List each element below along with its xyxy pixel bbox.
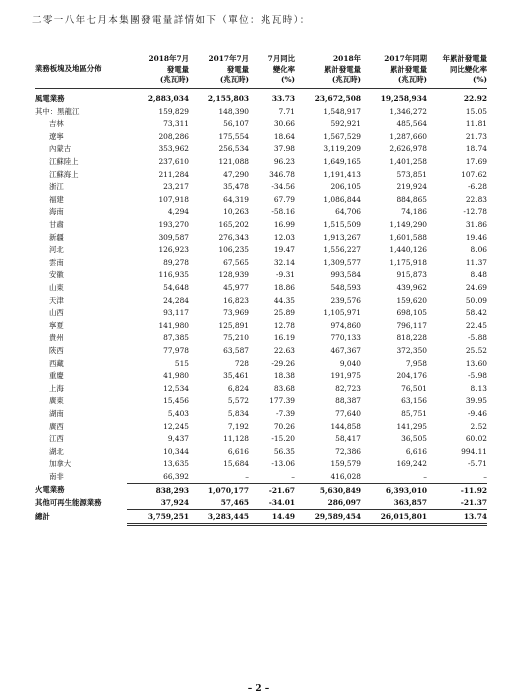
cell-ytd-2017: –: [361, 470, 427, 483]
cell-jul-yoy: 18.64: [273, 131, 295, 141]
cell-ytd-2017: 85,751: [401, 408, 427, 418]
cell-region-name: 加拿大: [49, 459, 72, 469]
cell-jul-2017: 128,939: [218, 270, 249, 280]
cell-ytd-yoy: 2.52: [470, 421, 487, 431]
table-row: [35, 181, 487, 194]
cell-ytd-2018: 993,584: [330, 270, 361, 280]
cell-jul-yoy: 25.89: [273, 308, 295, 318]
cell-ytd-2018: 416,028: [295, 470, 361, 483]
cell-ytd-2017: 1,401,258: [389, 157, 427, 167]
cell-jul-2017: 106,235: [218, 245, 249, 255]
cell-jul-2017: 125,891: [218, 320, 249, 330]
cell-region-name: 江蘇陸上: [49, 157, 79, 167]
cell-jul-2017: 5,834: [227, 408, 249, 418]
cell-jul-yoy: 67.79: [273, 194, 295, 204]
table-row: [35, 231, 487, 244]
cell-ytd-2018: 286,097: [295, 497, 361, 510]
table-row: [35, 332, 487, 345]
cell-jul-2017: 2,155,803: [207, 94, 249, 104]
cell-region-name: 湖南: [49, 408, 64, 418]
cell-jul-yoy: 37.98: [273, 144, 295, 154]
table-row: [35, 382, 487, 395]
cell-jul-yoy: -9.31: [276, 270, 295, 280]
header-jul-yoy-line2: 變化率: [272, 64, 295, 74]
header-ytd-2018-line2: 累計發電量: [324, 64, 361, 74]
cell-jul-yoy: -58.16: [271, 207, 295, 217]
cell-region-name: 河北: [49, 245, 64, 255]
cell-ytd-yoy: 8.13: [470, 383, 487, 393]
cell-ytd-2018: 82,723: [335, 383, 361, 393]
cell-region-name: 內蒙古: [49, 144, 72, 154]
table-row: [35, 269, 487, 282]
cell-region-name: 山西: [49, 308, 64, 318]
cell-ytd-yoy: -5.98: [468, 371, 487, 381]
table-row: [35, 118, 487, 131]
cell-jul-2017: 3,283,445: [189, 510, 249, 525]
cell-jul-2017: 15,684: [223, 459, 249, 469]
cell-ytd-yoy: 11.37: [465, 257, 487, 267]
cell-ytd-yoy: 21.73: [465, 131, 487, 141]
table-row: [35, 319, 487, 332]
header-jul-2017-unit: (兆瓦時): [219, 75, 249, 85]
cell-region-name: 上海: [49, 383, 64, 393]
cell-region-name: 江西: [49, 434, 64, 444]
cell-jul-2018: 87,385: [163, 333, 189, 343]
cell-region-name: 其他可再生能源業務: [35, 498, 102, 508]
cell-jul-2018: 3,759,251: [127, 510, 189, 525]
cell-region-name: 甘肅: [49, 220, 64, 230]
cell-jul-yoy: 177.39: [269, 396, 295, 406]
cell-region-name: 天津: [49, 295, 64, 305]
cell-jul-2017: 56,107: [223, 119, 249, 129]
cell-ytd-2018: 206,105: [330, 182, 361, 192]
cell-ytd-yoy: 22.92: [463, 94, 487, 104]
cell-ytd-2017: 363,857: [361, 497, 427, 510]
cell-ytd-2018: 1,309,577: [323, 257, 361, 267]
cell-jul-2017: 67,565: [223, 257, 249, 267]
table-row: [35, 483, 487, 496]
cell-jul-2017: 148,390: [218, 106, 249, 116]
cell-jul-2017: 175,554: [218, 131, 249, 141]
cell-jul-yoy: 346.78: [269, 169, 295, 179]
cell-ytd-2018: 5,630,849: [319, 485, 361, 495]
cell-jul-yoy: 16.19: [273, 333, 295, 343]
cell-ytd-yoy: 60.02: [465, 434, 487, 444]
table-row: [35, 307, 487, 320]
cell-ytd-2017: 74,186: [401, 207, 427, 217]
cell-jul-2018: 141,980: [158, 320, 189, 330]
table-row: [35, 281, 487, 294]
header-ytd-yoy-unit: (%): [472, 75, 487, 85]
cell-ytd-yoy: -12.78: [463, 207, 487, 217]
cell-ytd-yoy: 58.42: [465, 308, 487, 318]
cell-jul-2018: 353,962: [158, 144, 189, 154]
cell-jul-2017: 276,343: [218, 232, 249, 242]
cell-ytd-2017: 6,393,010: [385, 485, 427, 495]
page-number: – 2 –: [247, 684, 270, 694]
cell-jul-2018: 66,392: [127, 470, 189, 483]
cell-jul-yoy: 7.71: [278, 106, 295, 116]
cell-ytd-2017: 204,176: [396, 371, 427, 381]
cell-jul-2018: 23,217: [163, 182, 189, 192]
cell-region-name: 總計: [35, 512, 50, 522]
cell-jul-2018: 838,293: [155, 485, 189, 495]
table-row: [35, 168, 487, 181]
cell-jul-yoy: 44.35: [273, 295, 295, 305]
table-row: [35, 445, 487, 458]
cell-jul-2017: 75,210: [223, 333, 249, 343]
cell-ytd-2017: 1,440,126: [389, 245, 427, 255]
cell-jul-2017: 16,823: [223, 295, 249, 305]
cell-ytd-2018: 191,975: [330, 371, 361, 381]
cell-ytd-2017: 159,620: [396, 295, 427, 305]
cell-ytd-2018: 88,387: [335, 396, 361, 406]
header-ytd-yoy-line2: 同比變化率: [450, 64, 487, 74]
header-jul-2018-unit: (兆瓦時): [159, 75, 189, 85]
cell-ytd-2017: 698,105: [396, 308, 427, 318]
cell-ytd-2018: 3,119,209: [323, 144, 361, 154]
cell-ytd-yoy: 24.69: [465, 283, 487, 292]
cell-region-name: 重慶: [49, 371, 64, 381]
cell-jul-yoy: -34.01: [249, 497, 295, 510]
cell-ytd-yoy: 11.81: [465, 119, 487, 129]
table-row: [35, 155, 487, 168]
cell-ytd-yoy: 50.09: [465, 295, 487, 305]
cell-jul-yoy: 56.35: [273, 446, 295, 456]
cell-jul-2018: 4,294: [167, 207, 189, 217]
cell-region-name: 海南: [49, 207, 64, 217]
cell-jul-2017: 728: [234, 358, 249, 368]
cell-jul-2018: 9,437: [167, 434, 189, 444]
cell-ytd-2017: 796,117: [396, 320, 427, 330]
cell-ytd-yoy: 15.05: [465, 106, 487, 116]
cell-jul-yoy: 12.03: [273, 232, 295, 242]
cell-jul-2017: 121,088: [218, 157, 249, 167]
cell-ytd-2018: 1,548,917: [323, 106, 361, 116]
cell-ytd-2018: 548,593: [330, 283, 361, 292]
cell-ytd-yoy: 17.69: [465, 157, 487, 167]
header-jul-2017-line1: 2017年7月: [208, 54, 249, 64]
cell-jul-2017: 63,587: [223, 345, 249, 355]
table-row: [35, 370, 487, 383]
header-jul-2017-line2: 發電量: [226, 64, 249, 74]
cell-ytd-2018: 23,672,508: [314, 94, 361, 104]
cell-ytd-yoy: 994.11: [461, 446, 487, 456]
cell-jul-2018: 515: [174, 358, 189, 368]
cell-ytd-yoy: 18.74: [465, 144, 487, 154]
cell-ytd-2017: 141,295: [396, 421, 427, 431]
cell-jul-yoy: 22.63: [273, 345, 295, 355]
cell-ytd-2018: 1,567,529: [323, 131, 361, 141]
cell-region-name: 山東: [49, 283, 64, 292]
cell-ytd-2018: 1,086,844: [323, 194, 361, 204]
cell-jul-2018: 2,883,034: [147, 94, 189, 104]
cell-jul-2017: 47,290: [223, 169, 249, 179]
cell-jul-yoy: 32.14: [273, 257, 295, 267]
cell-ytd-2017: 76,501: [401, 383, 427, 393]
header-ytd-2018-line1: 2018年: [333, 54, 361, 64]
table-row: [35, 93, 487, 106]
table-row: [35, 218, 487, 231]
cell-ytd-2018: 770,133: [330, 333, 361, 343]
cell-ytd-yoy: 107.62: [461, 169, 487, 179]
cell-region-name: 陝西: [49, 345, 64, 355]
cell-jul-2018: 237,610: [158, 157, 189, 167]
cell-jul-2018: 41,980: [163, 371, 189, 381]
cell-ytd-2017: 7,958: [405, 358, 427, 368]
cell-ytd-2018: 29,589,454: [295, 510, 361, 525]
table-row: [35, 294, 487, 307]
cell-region-name: 雲南: [49, 257, 64, 267]
cell-ytd-yoy: -5.71: [468, 459, 487, 469]
cell-region-name: 遼寧: [49, 131, 64, 141]
cell-jul-2018: 211,284: [158, 169, 189, 179]
cell-ytd-2017: 1,346,272: [389, 106, 427, 116]
table-row: [35, 420, 487, 433]
cell-ytd-2018: 64,706: [335, 207, 361, 217]
header-ytd-2017-unit: (兆瓦時): [397, 75, 427, 85]
cell-ytd-2018: 1,649,165: [323, 157, 361, 167]
table-row: [35, 105, 487, 118]
cell-ytd-2018: 159,579: [330, 459, 361, 469]
cell-region-name: 西藏: [49, 358, 64, 368]
cell-jul-yoy: 19.47: [273, 245, 295, 255]
cell-ytd-2017: 884,865: [396, 194, 427, 204]
cell-ytd-yoy: -5.88: [468, 333, 487, 343]
cell-jul-2017: 73,969: [223, 308, 249, 318]
table-row: [35, 344, 487, 357]
cell-jul-2017: 6,616: [227, 446, 249, 456]
table-row: [35, 470, 487, 483]
cell-jul-yoy: 18.86: [273, 283, 295, 292]
cell-ytd-2017: 818,228: [396, 333, 427, 343]
cell-region-name: 安徽: [49, 270, 64, 280]
header-ytd-yoy-line1: 年累計發電量: [442, 54, 487, 64]
table-row: [35, 193, 487, 206]
generation-table: [35, 52, 487, 526]
cell-ytd-2018: 58,417: [335, 434, 361, 444]
cell-ytd-2018: 144,858: [330, 421, 361, 431]
cell-jul-2017: 256,534: [218, 144, 249, 154]
table-row: [35, 256, 487, 269]
cell-jul-2017: 64,319: [223, 194, 249, 204]
cell-jul-yoy: 30.66: [273, 119, 295, 129]
cell-jul-yoy: -21.67: [268, 485, 295, 495]
cell-ytd-2018: 9,040: [339, 358, 361, 368]
cell-jul-yoy: 70.26: [273, 421, 295, 431]
cell-jul-2018: 54,648: [163, 283, 189, 292]
cell-ytd-yoy: 25.52: [465, 345, 487, 355]
cell-ytd-2018: 72,386: [335, 446, 361, 456]
cell-jul-yoy: 96.23: [273, 157, 295, 167]
cell-region-name: 廣西: [49, 421, 64, 431]
cell-ytd-2017: 36,505: [401, 434, 427, 444]
cell-region-name: 福建: [49, 194, 64, 204]
cell-ytd-2018: 239,576: [330, 295, 361, 305]
cell-jul-yoy: 12.78: [273, 320, 295, 330]
table-header: [35, 52, 487, 93]
cell-jul-2018: 10,344: [163, 446, 189, 456]
cell-region-name: 吉林: [49, 119, 64, 129]
cell-jul-2018: 208,286: [158, 131, 189, 141]
cell-ytd-yoy: 8.06: [470, 245, 487, 255]
cell-ytd-yoy: -21.37: [427, 497, 487, 510]
cell-jul-2018: 12,245: [163, 421, 189, 431]
cell-jul-2018: 12,534: [163, 383, 189, 393]
cell-ytd-2017: 1,287,660: [389, 131, 427, 141]
header-segment-region: 業務板塊及地區分佈: [35, 64, 102, 74]
cell-jul-yoy: 18.38: [273, 371, 295, 381]
cell-ytd-2017: 63,156: [401, 396, 427, 406]
cell-ytd-yoy: 31.86: [465, 220, 487, 230]
cell-ytd-2018: 467,367: [330, 345, 361, 355]
cell-jul-2017: 6,824: [227, 383, 249, 393]
table-row: [35, 407, 487, 420]
cell-jul-2017: 11,128: [223, 434, 249, 444]
cell-jul-yoy: -7.39: [276, 408, 295, 418]
header-jul-yoy-unit: (%): [280, 75, 295, 85]
table-row: [35, 244, 487, 257]
cell-jul-2018: 89,278: [163, 257, 189, 267]
cell-ytd-yoy: 22.45: [465, 320, 487, 330]
cell-jul-yoy: –: [249, 470, 295, 483]
cell-jul-2017: 7,192: [227, 421, 249, 431]
table-row: [35, 497, 487, 510]
table-body: [35, 93, 487, 525]
cell-ytd-yoy: 22.83: [465, 194, 487, 204]
cell-jul-yoy: -15.20: [271, 434, 295, 444]
cell-jul-2018: 93,117: [163, 308, 189, 318]
cell-ytd-2018: 1,515,509: [323, 220, 361, 230]
cell-region-name: 廣東: [49, 396, 64, 406]
cell-jul-2017: 5,572: [227, 396, 249, 406]
cell-ytd-2017: 6,616: [405, 446, 427, 456]
cell-ytd-yoy: 13.60: [465, 358, 487, 368]
cell-ytd-2018: 1,105,971: [323, 308, 361, 318]
cell-jul-2017: 10,263: [223, 207, 249, 217]
cell-jul-2018: 77,978: [163, 345, 189, 355]
cell-jul-2017: 57,465: [189, 497, 249, 510]
table-row: [35, 458, 487, 471]
cell-ytd-yoy: 39.95: [465, 396, 487, 406]
header-jul-yoy-line1: 7月同比: [267, 54, 295, 64]
cell-jul-yoy: 83.68: [273, 383, 295, 393]
table-row: [35, 433, 487, 446]
cell-jul-2018: 15,456: [163, 396, 189, 406]
cell-region-name: 火電業務: [35, 485, 65, 495]
cell-ytd-2017: 1,175,918: [389, 257, 427, 267]
cell-region-name: 貴州: [49, 333, 64, 343]
cell-jul-2018: 309,587: [158, 232, 189, 242]
cell-ytd-yoy: 13.74: [427, 510, 487, 525]
cell-ytd-yoy: -9.46: [468, 408, 487, 418]
cell-jul-2018: 13,635: [163, 459, 189, 469]
cell-jul-2018: 5,403: [167, 408, 189, 418]
cell-region-name: 南非: [49, 472, 64, 482]
cell-jul-yoy: 16.99: [273, 220, 295, 230]
table-row: [35, 130, 487, 143]
cell-jul-yoy: -13.06: [271, 459, 295, 469]
cell-region-name: 湖北: [49, 446, 64, 456]
table-row: [35, 206, 487, 219]
cell-ytd-2017: 1,149,290: [389, 220, 427, 230]
cell-ytd-2017: 26,015,801: [361, 510, 427, 525]
cell-jul-2018: 24,284: [163, 295, 189, 305]
cell-ytd-2017: 372,350: [396, 345, 427, 355]
cell-jul-2018: 126,923: [158, 245, 189, 255]
cell-jul-2017: 1,070,177: [207, 485, 249, 495]
cell-ytd-2017: 485,564: [396, 119, 427, 129]
cell-ytd-2018: 77,640: [335, 408, 361, 418]
cell-region-name: 浙江: [49, 182, 64, 192]
cell-region-name: 風電業務: [35, 94, 65, 104]
header-ytd-2018-unit: (兆瓦時): [331, 75, 361, 85]
cell-ytd-yoy: –: [427, 470, 487, 483]
cell-jul-yoy: -34.56: [271, 182, 295, 192]
cell-ytd-yoy: -6.28: [468, 182, 487, 192]
cell-ytd-2017: 915,873: [396, 270, 427, 280]
cell-jul-2018: 37,924: [127, 497, 189, 510]
cell-ytd-2018: 592,921: [330, 119, 361, 129]
table-row: [35, 395, 487, 408]
cell-jul-2018: 159,829: [158, 106, 189, 116]
cell-region-name: 江蘇海上: [49, 169, 79, 179]
header-jul-2018-line2: 發電量: [166, 64, 189, 74]
cell-jul-2017: 45,977: [223, 283, 249, 292]
cell-region-name: 寧夏: [49, 320, 64, 330]
cell-jul-2017: 165,202: [218, 220, 249, 230]
intro-text: 二零一八年七月本集團發電量詳情如下（單位：兆瓦時）：: [32, 15, 311, 26]
cell-ytd-2018: 1,191,413: [323, 169, 361, 179]
cell-ytd-yoy: 8.48: [470, 270, 487, 280]
cell-ytd-yoy: -11.92: [460, 485, 487, 495]
header-jul-2018-line1: 2018年7月: [148, 54, 189, 64]
cell-ytd-2018: 1,556,227: [323, 245, 361, 255]
header-ytd-2017-line2: 累計發電量: [390, 64, 427, 74]
cell-jul-yoy: -29.26: [271, 358, 295, 368]
cell-ytd-2018: 974,860: [330, 320, 361, 330]
cell-ytd-2017: 439,962: [396, 283, 427, 292]
cell-ytd-yoy: 19.46: [465, 232, 487, 242]
cell-ytd-2017: 1,601,588: [389, 232, 427, 242]
cell-ytd-2017: 219,924: [396, 182, 427, 192]
cell-jul-2017: –: [189, 470, 249, 483]
cell-jul-2018: 116,935: [158, 270, 189, 280]
cell-jul-2018: 193,270: [158, 220, 189, 230]
cell-jul-2018: 73,311: [163, 119, 189, 129]
cell-ytd-2017: 169,242: [396, 459, 427, 469]
cell-jul-yoy: 33.73: [271, 94, 295, 104]
cell-region-name: 新疆: [49, 232, 64, 242]
cell-ytd-2017: 19,258,934: [380, 94, 427, 104]
cell-ytd-2017: 2,626,978: [389, 144, 427, 154]
cell-jul-2018: 107,918: [158, 194, 189, 204]
cell-jul-yoy: 14.49: [249, 510, 295, 525]
table-row: [35, 143, 487, 156]
cell-ytd-2018: 1,913,267: [323, 232, 361, 242]
cell-ytd-2017: 573,851: [396, 169, 427, 179]
cell-jul-2017: 35,478: [223, 182, 249, 192]
table-row: [35, 510, 487, 525]
cell-jul-2017: 35,461: [223, 371, 249, 381]
table-row: [35, 357, 487, 370]
cell-region-name: 其中：黑龍江: [35, 106, 80, 116]
header-ytd-2017-line1: 2017年同期: [384, 54, 427, 64]
